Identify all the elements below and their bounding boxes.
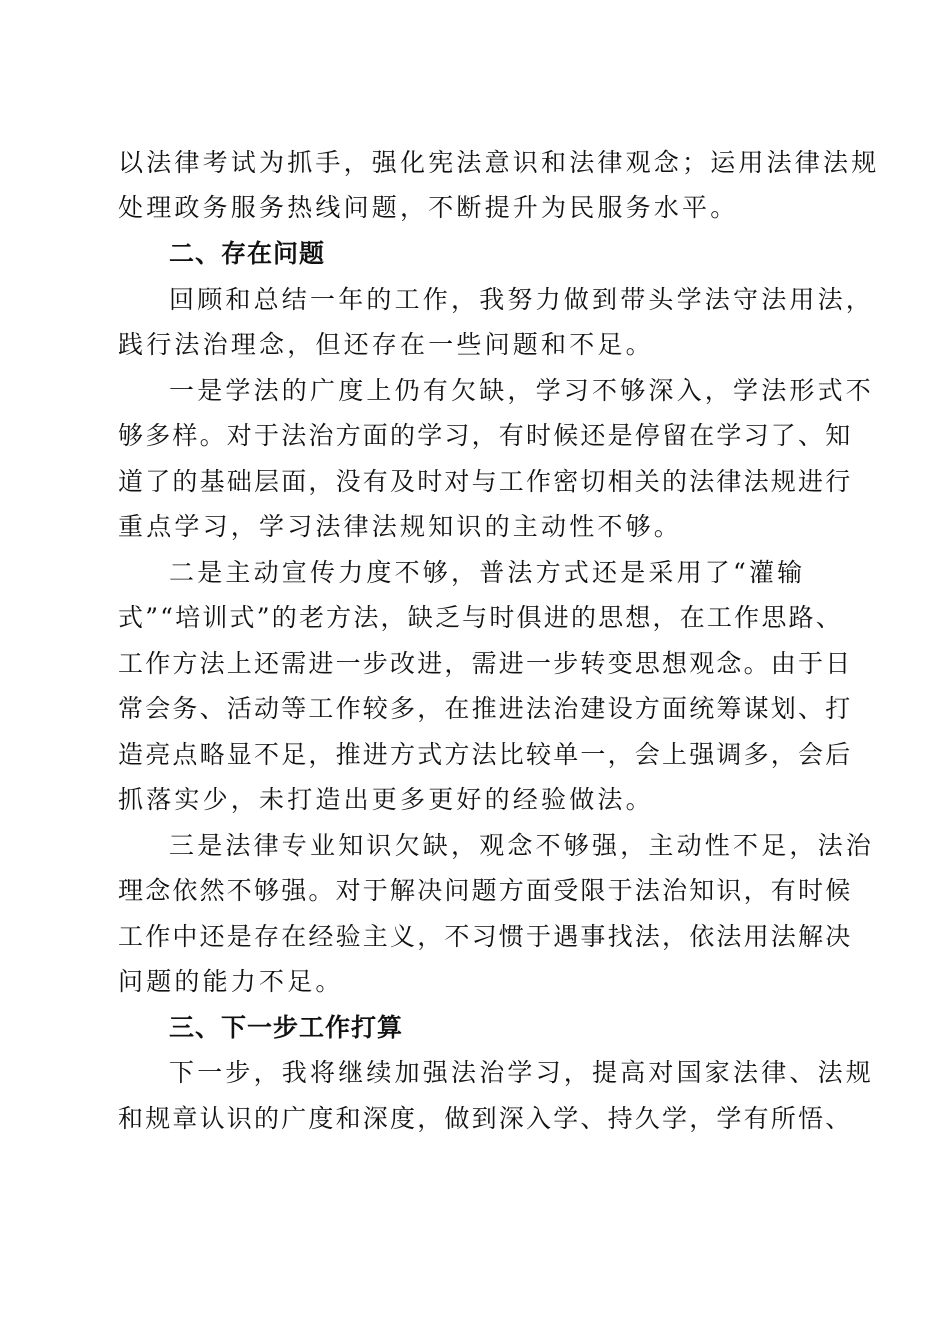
paragraph-line: 重点学习，学习法律法规知识的主动性不够。 <box>118 512 683 541</box>
paragraph-line: 造亮点略显不足，推进方式方法比较单一，会上强调多，会后 <box>118 740 853 769</box>
paragraph-line: 理念依然不够强。对于解决问题方面受限于法治知识，有时候 <box>118 876 853 905</box>
paragraph-line: 以法律考试为抓手，强化宪法意识和法律观念；运用法律法规 <box>118 148 880 177</box>
paragraph-line: 一是学法的广度上仍有欠缺，学习不够深入，学法形式不 <box>169 376 875 405</box>
paragraph-line: 处理政务服务热线问题，不断提升为民服务水平。 <box>118 193 739 222</box>
paragraph-line: 二是主动宣传力度不够，普法方式还是采用了“灌输 <box>169 558 806 587</box>
section-heading-next-steps: 三、下一步工作打算 <box>169 1013 404 1042</box>
paragraph-line: 工作中还是存在经验主义，不习惯于遇事找法，依法用法解决 <box>118 922 853 951</box>
paragraph-line: 抓落实少，未打造出更多更好的经验做法。 <box>118 785 654 814</box>
paragraph-line: 问题的能力不足。 <box>118 967 344 996</box>
paragraph-line: 三是法律专业知识欠缺，观念不够强，主动性不足，法治 <box>169 831 875 860</box>
paragraph-line: 道了的基础层面，没有及时对与工作密切相关的法律法规进行 <box>118 467 853 496</box>
paragraph-line: 践行法治理念，但还存在一些问题和不足。 <box>118 330 654 359</box>
section-heading-problems: 二、存在问题 <box>169 239 326 268</box>
paragraph-line: 工作方法上还需进一步改进，需进一步转变思想观念。由于日 <box>118 649 853 678</box>
paragraph-line: 够多样。对于法治方面的学习，有时候还是停留在学习了、知 <box>118 421 853 450</box>
paragraph-line: 回顾和总结一年的工作，我努力做到带头学法守法用法， <box>169 285 875 314</box>
paragraph-line: 常会务、活动等工作较多，在推进法治建设方面统筹谋划、打 <box>118 694 853 723</box>
paragraph-line: 下一步，我将继续加强法治学习，提高对国家法律、法规 <box>169 1058 875 1087</box>
paragraph-line: 和规章认识的广度和深度，做到深入学、持久学，学有所悟、 <box>118 1104 853 1133</box>
paragraph-line: 式”“培训式”的老方法，缺乏与时俱进的思想，在工作思路、 <box>118 603 843 632</box>
